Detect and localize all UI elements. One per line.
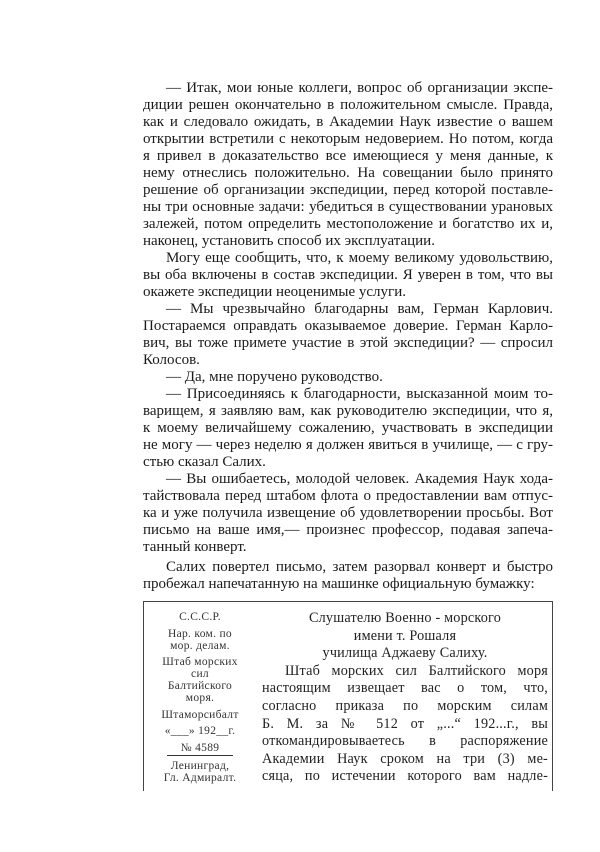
letter-line: сяца, по истечении которого вам надле- xyxy=(262,768,548,785)
text-line: окажете экспедиции неоценимые услуги. xyxy=(143,284,406,300)
letter-line: Штаб морских сил Балтийского моря xyxy=(285,662,548,679)
text-line: стью сказал Салих. xyxy=(143,454,266,470)
header-line: мор. делам. xyxy=(170,639,230,652)
text-line: я привел в доказательство все имеющиеся у меня данные, к xyxy=(143,148,553,164)
paragraph xyxy=(143,301,553,369)
text-line: письмо на ваше имя,— произнес профессор, подавая запеча- xyxy=(143,522,553,538)
text-line: — Мы чрезвычайно благодарны вам, Герман Карлович. xyxy=(166,301,553,317)
story-text xyxy=(143,80,553,593)
paragraph xyxy=(143,471,553,556)
paragraph xyxy=(143,369,553,386)
paragraph xyxy=(143,80,553,250)
text-line: Могу еще сообщить, что, к моему великому удовольствию, xyxy=(166,250,553,266)
text-line: вы оба включены в состав экспедиции. Я уверен в том, что вы xyxy=(143,267,553,283)
text-line: танный конверт. xyxy=(143,539,247,555)
header-line: «___» 192__г. xyxy=(164,725,236,738)
text-line: диции решен окончательно в положительном смысле. Правда, xyxy=(143,97,553,113)
letter-body xyxy=(262,610,548,786)
letter-line: Академии Наук сроком на три (3) ме- xyxy=(262,750,548,767)
letter-line: откомандировываетесь в распоряжение xyxy=(262,733,548,750)
text-line: как и следовало ожидать, в Академии Наук известие о вашем xyxy=(143,114,553,130)
header-line: С.С.С.Р. xyxy=(179,611,221,623)
text-line: нему отнеслись положительно. На совещании было принято xyxy=(143,165,553,181)
addressee-line: имени т. Рошаля xyxy=(353,627,457,644)
text-line: наконец, установить способ их эксплуатации. xyxy=(143,233,435,249)
header-line: моря. xyxy=(185,691,215,704)
header-line: Нар. ком. по xyxy=(168,627,232,640)
text-line: открытии встретили с некоторым недоверием. Но потом, когда xyxy=(143,131,553,147)
text-line: к моему величайшему сожалению, участвовать в экспедиции xyxy=(143,420,553,436)
paragraph xyxy=(143,250,553,301)
letter-line: Б. М. за № 512 от „...“ 192...г., вы xyxy=(262,715,548,732)
text-line: ны три основные задачи: убедиться в существовании урановых xyxy=(143,199,553,215)
text-line: вич, вы тоже примете участие в этой экспедиции? — спросил xyxy=(143,335,553,351)
letter-line: согласно приказа по морским силам xyxy=(262,697,548,714)
text-line: Постараемся оправдать оказываемое доверие. Герман Карло- xyxy=(143,318,553,334)
letter-line: настоящим извещает вас о том, что, xyxy=(262,680,548,697)
text-line: не могу — через неделю я должен явиться в училище, — с гру- xyxy=(143,437,553,453)
header-line: сил xyxy=(191,668,209,681)
text-line: варищем, я заявляю вам, как руководителю экспедиции, что я, xyxy=(143,403,553,419)
header-line: № 4589 xyxy=(167,743,234,756)
text-line: пробежал напечатанную на машинке официальную бумажку: xyxy=(143,576,535,592)
text-line: — Присоединяясь к благодарности, высказанной моим то- xyxy=(166,386,553,402)
text-line: тайствовала перед штабом флота о предоставлении вам отпус- xyxy=(143,488,553,504)
text-line: — Вы ошибаетесь, молодой человек. Академия Наук хода- xyxy=(166,471,553,487)
addressee-line: Слушателю Военно - морского xyxy=(308,610,502,626)
text-line: залежей, потом определить местоположение и богатство их и, xyxy=(143,216,553,232)
addressee-line: училища Аджаеву Салиху. xyxy=(322,645,488,662)
text-line: решение об организации экспедиции, перед которой поставле- xyxy=(143,182,553,198)
paragraph xyxy=(143,386,553,471)
header-line: Гл. Адмиралт. xyxy=(163,771,237,784)
text-line: Салих повертел письмо, затем разорвал конверт и быстро xyxy=(166,559,553,575)
text-line: — Итак, мои юные коллеги, вопрос об организации экспе- xyxy=(166,80,553,96)
header-line: Штаморсибалт xyxy=(161,708,239,721)
official-letter xyxy=(143,601,553,791)
text-line: Колосов. xyxy=(143,352,200,368)
text-line: — Да, мне поручено руководство. xyxy=(166,369,383,385)
letter-header-stamp xyxy=(144,612,256,785)
paragraph xyxy=(143,559,553,593)
text-line: ка и уже получила извещение об удовлетворении просьбы. Вот xyxy=(143,505,553,521)
header-line: Ленинград, xyxy=(170,759,230,772)
header-line: Штаб морских xyxy=(162,656,238,669)
header-line: Балтийского xyxy=(167,679,233,692)
